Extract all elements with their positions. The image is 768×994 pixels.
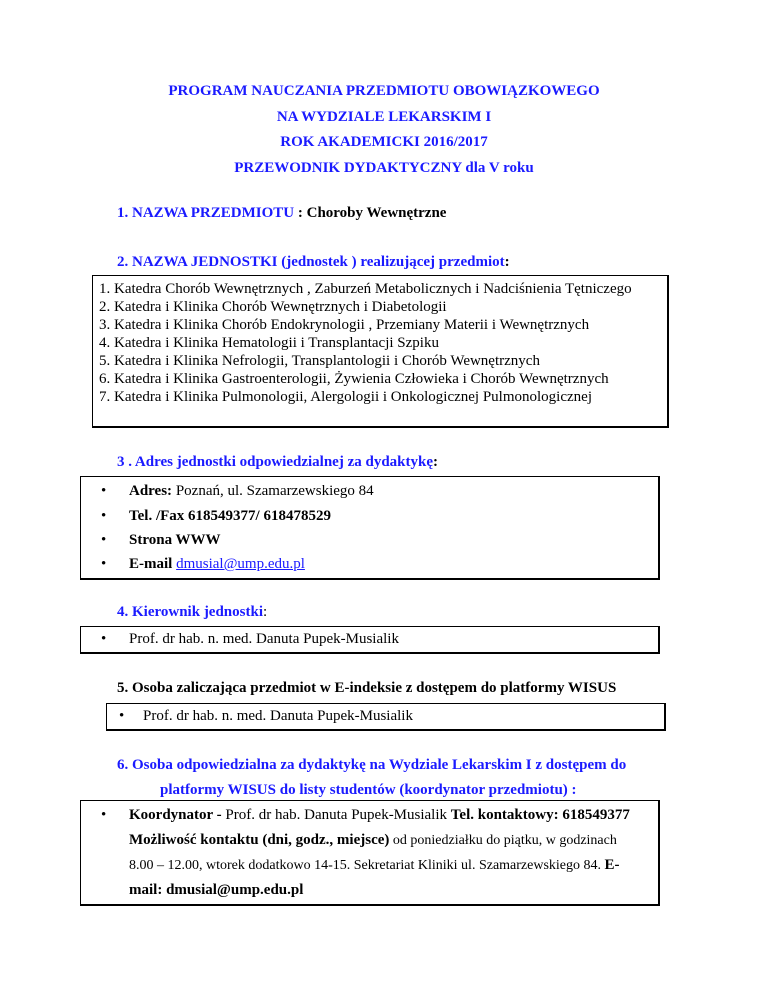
section-2-label: 2. NAZWA JEDNOSTKI (jednostek ) realizującej przedmiot <box>117 254 505 270</box>
list-item: 1. Katedra Chorób Wewnętrznych , Zaburzeń Metabolicznych i Nadciśnienia Tętniczego <box>99 281 632 297</box>
title-line-3: ROK AKADEMICKI 2016/2017 <box>280 134 488 150</box>
section-4-heading <box>117 604 267 621</box>
section-1-label: 1. NAZWA PRZEDMIOTU <box>117 205 295 221</box>
section-2-heading <box>117 254 510 271</box>
section-2-colon: : <box>504 254 510 270</box>
bullet-icon: • <box>101 631 107 647</box>
contact-email: mail: dmusial@ump.edu.pl <box>129 882 304 898</box>
section-1-heading <box>117 205 446 222</box>
list-item: 7. Katedra i Klinika Pulmonologii, Alergologii i Onkologicznej Pulmonologicznej <box>99 389 592 405</box>
title-line-2: NA WYDZIALE LEKARSKIM I <box>276 109 492 125</box>
email-label: E-mail <box>129 556 177 572</box>
section-4-colon: : <box>263 604 268 620</box>
coordinator-name: Prof. dr hab. Danuta Pupek-Musialik <box>225 807 451 823</box>
bullet-icon: • <box>101 807 107 823</box>
section-6-heading-line-1: 6. Osoba odpowiedzialna za dydaktykę na Wydziale Lekarskim I z dostępem do <box>117 757 627 773</box>
coordinator-phone: Tel. kontaktowy: 618549377 <box>450 807 630 823</box>
head-box <box>80 626 660 654</box>
list-item: 2. Katedra i Klinika Chorób Wewnętrznych i Diabetologii <box>99 299 447 315</box>
coordinator-row <box>129 807 630 824</box>
coordinator-box <box>80 800 660 906</box>
head-person: Prof. dr hab. n. med. Danuta Pupek-Musialik <box>129 631 399 647</box>
section-1-value: Choroby Wewnętrzne <box>306 205 447 221</box>
section-3-colon: : <box>433 454 439 470</box>
contact-text-1: od poniedziałku do piątku, w godzinach <box>389 833 617 848</box>
contact-row-1 <box>129 832 617 849</box>
contact-label: Możliwość kontaktu (dni, godz., miejsce) <box>129 832 390 848</box>
bullet-icon: • <box>101 483 107 499</box>
email-link[interactable]: dmusial@ump.edu.pl <box>176 556 305 572</box>
contact-email-prefix: E- <box>604 857 620 873</box>
contact-row-2 <box>129 857 620 874</box>
contact-text-2: 8.00 – 12.00, wtorek dodatkowo 14-15. Sekretariat Kliniki ul. Szamarzewskiego 84. <box>129 858 605 873</box>
address-row <box>129 483 374 500</box>
list-item: 4. Katedra i Klinika Hematologii i Transplantacji Szpiku <box>99 335 439 351</box>
section-5-heading: 5. Osoba zaliczająca przedmiot w E-indeksie z dostępem do platformy WISUS <box>117 680 617 696</box>
address-box <box>80 476 660 580</box>
address-label: Adres: <box>129 483 173 499</box>
grader-box <box>106 703 666 731</box>
phone-row: Tel. /Fax 618549377/ 618478529 <box>129 508 331 524</box>
units-list-box <box>92 275 669 428</box>
coordinator-label: Koordynator - <box>129 807 226 823</box>
section-1-separator: : <box>294 205 307 221</box>
list-item: 3. Katedra i Klinika Chorób Endokrynologii , Przemiany Materii i Wewnętrznych <box>99 317 590 333</box>
list-item: 5. Katedra i Klinika Nefrologii, Transplantologii i Chorób Wewnętrznych <box>99 353 540 369</box>
title-line-1: PROGRAM NAUCZANIA PRZEDMIOTU OBOWIĄZKOWEGO <box>168 83 600 99</box>
bullet-icon: • <box>119 708 125 724</box>
list-item: 6. Katedra i Klinika Gastroenterologii, Żywienia Człowieka i Chorób Wewnętrznych <box>99 371 609 387</box>
email-row <box>129 556 305 573</box>
section-4-label: 4. Kierownik jednostki <box>117 604 263 620</box>
title-line-4: PRZEWODNIK DYDAKTYCZNY dla V roku <box>234 160 534 176</box>
section-3-heading <box>117 454 438 471</box>
address-value: Poznań, ul. Szamarzewskiego 84 <box>172 483 374 499</box>
bullet-icon: • <box>101 508 107 524</box>
bullet-icon: • <box>101 556 107 572</box>
section-6-heading-line-2: platformy WISUS do listy studentów (koordynator przedmiotu) : <box>160 782 577 798</box>
bullet-icon: • <box>101 532 107 548</box>
www-row: Strona WWW <box>129 532 221 548</box>
grader-person: Prof. dr hab. n. med. Danuta Pupek-Musialik <box>143 708 413 724</box>
section-3-label: 3 . Adres jednostki odpowiedzialnej za dydaktykę <box>117 454 434 470</box>
